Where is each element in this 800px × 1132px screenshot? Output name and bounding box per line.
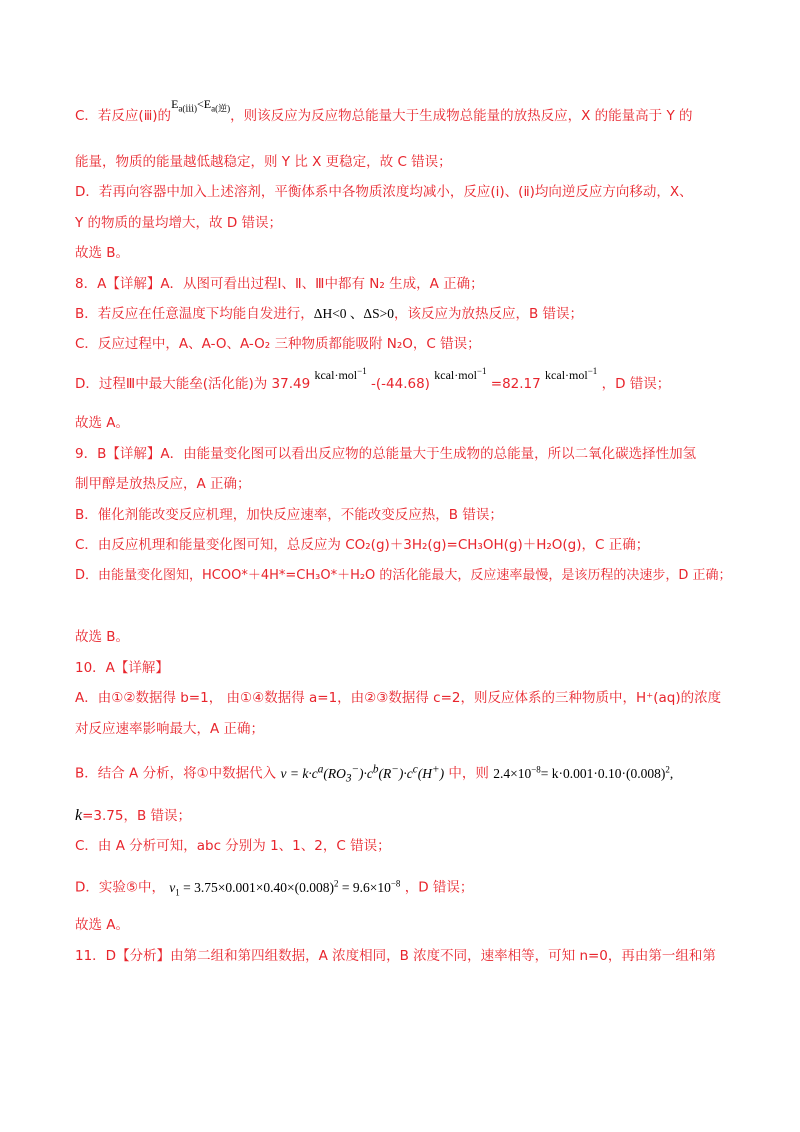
question-8-a: 8．A【详解】A．从图可看出过程Ⅰ、Ⅱ、Ⅲ中都有 N₂ 生成，A 正确；: [75, 276, 484, 292]
option-d-line2: Y 的物质的量均增大，故 D 错误；: [75, 215, 283, 231]
question-10-a2: 对反应速率影响最大，A 正确；: [75, 721, 265, 737]
question-9-d: D．由能量变化图知，HCOO*＋4H*=CH₃O*＋H₂O 的活化能最大，反应速率最慢，是该历程的决速步，D 正确；: [75, 568, 732, 583]
rate-law: $v = k\cdot c^a(RO_3^-)\cdot c^b(R^-)\cdot c^c(H^+)$: [280, 763, 445, 785]
answer-select-1: 故选 B。: [75, 245, 130, 261]
option-c-line1: [75, 97, 693, 130]
option-c-line2: 能量，物质的能量越低越稳定，则 Y 比 X 更稳定，故 C 错误；: [75, 154, 452, 170]
activation-energy-compare: $E_{a(ⅲ)}<E_{a(逆)}$: [171, 97, 231, 114]
question-9-b: B．催化剂能改变反应机理，加快反应速率，不能改变反应热，B 错误；: [75, 507, 503, 523]
question-10-title: 10．A【详解】: [75, 660, 169, 676]
question-10-b: B．结合 A 分析，将①中数据代入 $v = k\cdot c^a(RO_3^-)\cdot c^b(R^-)\cdot c^c(H^+)$ 中，则 $2.4\times 10^{-8}= k\cdot 0.001\cdot 0.10\cdot(0.008)^2$,: [75, 763, 674, 785]
question-10-c: C．由 A 分析可知，abc 分别为 1、1、2，C 错误；: [75, 838, 391, 854]
answer-select-4: 故选 A。: [75, 917, 130, 933]
question-9-a: 9．B【详解】A．由能量变化图可以看出反应物的总能量大于生成物的总能量，所以二氧化碳选择性加氢: [75, 446, 697, 462]
question-10-d: D．实验⑤中， $v_1 = 3.75\times 0.001\times 0.40\times(0.008)^2 = 9.6\times 10^{-8}$ ，D 错误；: [75, 878, 474, 898]
question-10-a: A．由①②数据得 b=1， 由①④数据得 a=1，由②③数据得 c=2，则反应体系的三种物质中，H⁺(aq)的浓度: [75, 690, 722, 706]
unit-kcal-1: kcal·mol$^{-1}$: [314, 366, 367, 382]
question-9-a2: 制甲醇是放热反应，A 正确；: [75, 476, 251, 492]
question-11: 11．D【分析】由第二组和第四组数据，A 浓度相同，B 浓度不同，速率相等，可知 n=0，再由第一组和第: [75, 948, 716, 964]
question-10-k: k=3.75，B 错误；: [75, 807, 192, 824]
experiment-5-rate: $v_1 = 3.75\times 0.001\times 0.40\times(0.008)^2 = 9.6\times 10^{-8}$: [169, 878, 401, 898]
option-c-text: C．若反应(ⅲ)的: [75, 108, 172, 124]
question-9-c: C．由反应机理和能量变化图可知，总反应为 CO₂(g)＋3H₂(g)=CH₃OH(g)＋H₂O(g)，C 正确；: [75, 537, 650, 553]
option-d-line1: D．若再向容器中加入上述溶剂，平衡体系中各物质浓度均减小，反应(ⅰ)、(ⅱ)均向逆反应方向移动，X、: [75, 184, 693, 200]
thermo-condition: ΔH<0 、ΔS>0: [313, 306, 394, 321]
option-c-text-2: ，则该反应为反应物总能量大于生成物总能量的放热反应，X 的能量高于 Y 的: [230, 108, 693, 124]
answer-select-2: 故选 A。: [75, 415, 130, 431]
rate-equation: $2.4\times 10^{-8}= k\cdot 0.001\cdot 0.10\cdot(0.008)^2$,: [493, 764, 674, 781]
unit-kcal-3: kcal·mol$^{-1}$: [545, 366, 598, 382]
question-8-c: C．反应过程中，A、A-O、A-O₂ 三种物质都能吸附 N₂O，C 错误；: [75, 336, 481, 352]
question-8-b: B．若反应在任意温度下均能自发进行，ΔH<0 、ΔS>0，该反应为放热反应，B 错误；: [75, 306, 584, 322]
answer-select-3: 故选 B。: [75, 629, 130, 645]
question-8-d: D．过程Ⅲ中最大能垒(活化能)为 37.49 kcal·mol$^{-1}$ -(-44.68) kcal·mol$^{-1}$ =82.17 kcal·mol$^{-1}$ ，D 错误；: [75, 366, 671, 392]
unit-kcal-2: kcal·mol$^{-1}$: [434, 366, 487, 382]
